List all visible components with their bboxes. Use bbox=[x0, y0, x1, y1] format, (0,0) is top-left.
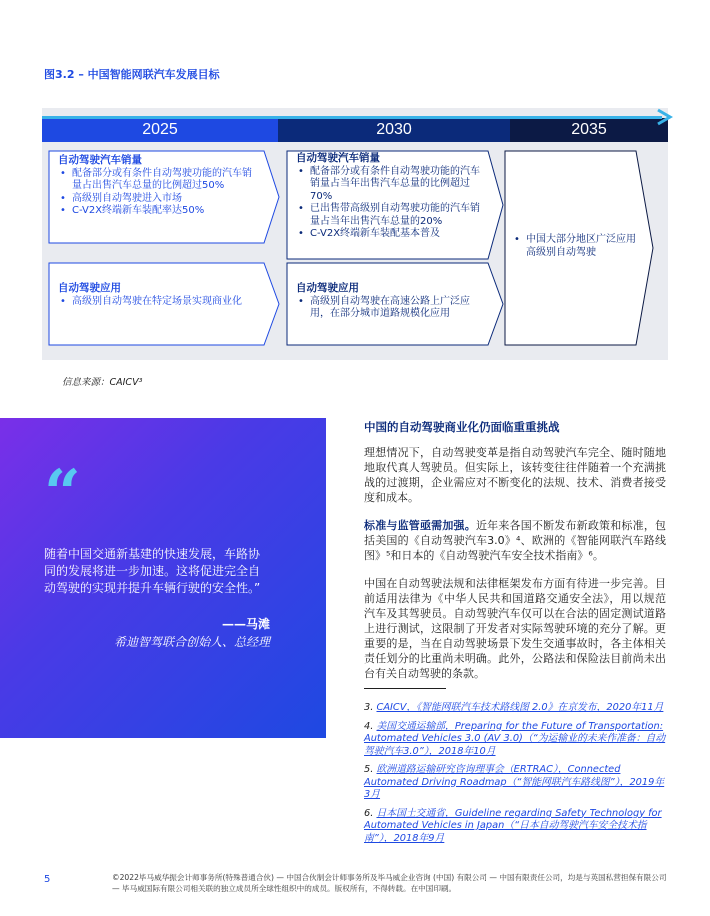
article-paragraph bbox=[364, 518, 666, 563]
card-item: • 配备部分或有条件自动驾驶功能的汽车销量占出售汽车总量的比例超过50% bbox=[58, 168, 258, 193]
footnote-link[interactable]: 日本国土交通省，Guideline regarding Safety Technology for Automated Vehicles in Japan（“日本自动驾驶汽车安全技术指南”），2018年9月 bbox=[364, 807, 662, 844]
timeline-figure bbox=[42, 108, 668, 360]
article-title: 中国的自动驾驶商业化仍面临重重挑战 bbox=[364, 420, 560, 434]
footnote-link[interactable]: CAICV，《智能网联汽车技术路线图 2.0》在京发布，2020年11月 bbox=[376, 702, 664, 713]
quote-mark-icon: “ bbox=[44, 456, 81, 531]
figure-source: 信息来源：CAICV³ bbox=[62, 377, 143, 388]
footnotes bbox=[364, 702, 666, 851]
card-2025-application bbox=[48, 262, 280, 346]
footnote bbox=[364, 702, 666, 715]
footnote-divider bbox=[364, 688, 446, 689]
footer-copyright: ©2022毕马威华振会计师事务所(特殊普通合伙) — 中国合伙制会计师事务所及毕马威企业咨询 (中国) 有限公司 — 中国有限责任公司，均是与英国私营担保有限公司 — 毕马威国际有限公司相关联的独立成员所全球性组织中的成员。版权所有，不得转载。在中国印刷。 bbox=[112, 873, 667, 893]
card-2025-sales bbox=[48, 150, 280, 244]
card-item: • 配备部分或有条件自动驾驶功能的汽车销量占当年出售汽车总量的比例超过70% bbox=[296, 166, 482, 204]
card-item: • C-V2X终端新车装配率达50% bbox=[58, 205, 258, 218]
timeline-arrow-icon bbox=[654, 108, 674, 126]
card-2030-sales bbox=[286, 150, 504, 260]
article-paragraph: 中国在自动驾驶法规和法律框架发布方面有待进一步完善。目前适用法律为《中华人民共和国道路交通安全法》，用以规范汽车及其驾驶员。自动驾驶汽车仅可以在合法的固定测试道路上进行测试，这限制了开发者对实际驾驶环境的充分了解。更重要的是，当在自动驾驶场景下发生交通事故时，各主体相关责任划分的比重尚未明确。此外，公路法和保险法目前尚未出台有关自动驾驶的条款。 bbox=[364, 577, 666, 680]
footnote-link[interactable]: 欧洲道路运输研究咨询理事会（ERTRAC），Connected Automated Driving Roadmap（“智能网联汽车路线图”），2019年3月 bbox=[364, 764, 665, 800]
page-number: 5 bbox=[44, 874, 51, 885]
year-bar bbox=[42, 118, 668, 142]
card-2030-application bbox=[286, 262, 504, 346]
footnote-link[interactable]: 美国交通运输部，Preparing for the Future of Transportation: Automated Vehicles 3.0 (AV 3.0)（“为运输业的未来作准备：自动驾驶汽车3.0”），2018年10月 bbox=[364, 720, 666, 757]
footnote-number: 5. bbox=[364, 764, 374, 775]
paragraph-body: 近年来各国不断发布新政策和标准，包括美国的《自动驾驶汽车3.0》⁴、欧洲的《智能网联汽车路线图》⁵和日本的《自动驾驶汽车安全技术指南》⁶。 bbox=[364, 519, 667, 562]
footnote bbox=[364, 764, 666, 802]
year-2025: 2025 bbox=[42, 118, 278, 142]
quote-text: 随着中国交通新基建的快速发展，车路协同的发展将进一步加速。这将促进完全自动驾驶的实现并提升车辆行驶的安全性。” bbox=[44, 547, 261, 595]
card-item: • 高级别自动驾驶在特定场景实现商业化 bbox=[58, 296, 258, 309]
card-item: • 高级别自动驾驶在高速公路上广泛应用，在部分城市道路规模化应用 bbox=[296, 296, 482, 321]
card-item: • C-V2X终端新车装配基本普及 bbox=[296, 228, 482, 241]
figure-title: 图3.2 – 中国智能网联汽车发展目标 bbox=[44, 68, 220, 81]
article-paragraph: 理想情况下，自动驾驶变革是指自动驾驶汽车完全、随时随地地取代真人驾驶员。但实际上，该转变往往伴随着一个充满挑战的过渡期，企业需应对不断变化的法规、技术、消费者接受度和成本。 bbox=[364, 446, 666, 504]
footnote-number: 4. bbox=[364, 720, 374, 732]
paragraph-lead: 标准与监管亟需加强。 bbox=[364, 519, 476, 532]
card-heading: 自动驾驶汽车销量 bbox=[58, 154, 142, 166]
timeline-arrow-line bbox=[42, 116, 662, 119]
card-heading: 自动驾驶应用 bbox=[58, 282, 121, 294]
footnote-number: 3. bbox=[364, 702, 374, 713]
footnote bbox=[364, 808, 666, 846]
card-heading: 自动驾驶汽车销量 bbox=[296, 152, 380, 164]
card-2035 bbox=[504, 150, 654, 346]
footnote-number: 6. bbox=[364, 807, 374, 819]
year-2030: 2030 bbox=[278, 118, 510, 142]
footnote bbox=[364, 721, 666, 759]
card-item: • 已出售带高级别自动驾驶功能的汽车销量占当年出售汽车总量的20% bbox=[296, 203, 482, 228]
card-item: • 高级别自动驾驶进入市场 bbox=[58, 193, 258, 206]
card-heading: 自动驾驶应用 bbox=[296, 282, 359, 294]
year-2035: 2035 bbox=[510, 118, 668, 142]
quote-author: ——马滩 bbox=[221, 617, 270, 631]
article bbox=[364, 420, 666, 694]
quote-role: 希迪智驾联合创始人、总经理 bbox=[113, 635, 270, 649]
card-item: • 中国大部分地区广泛应用高级别自动驾驶 bbox=[512, 234, 636, 259]
